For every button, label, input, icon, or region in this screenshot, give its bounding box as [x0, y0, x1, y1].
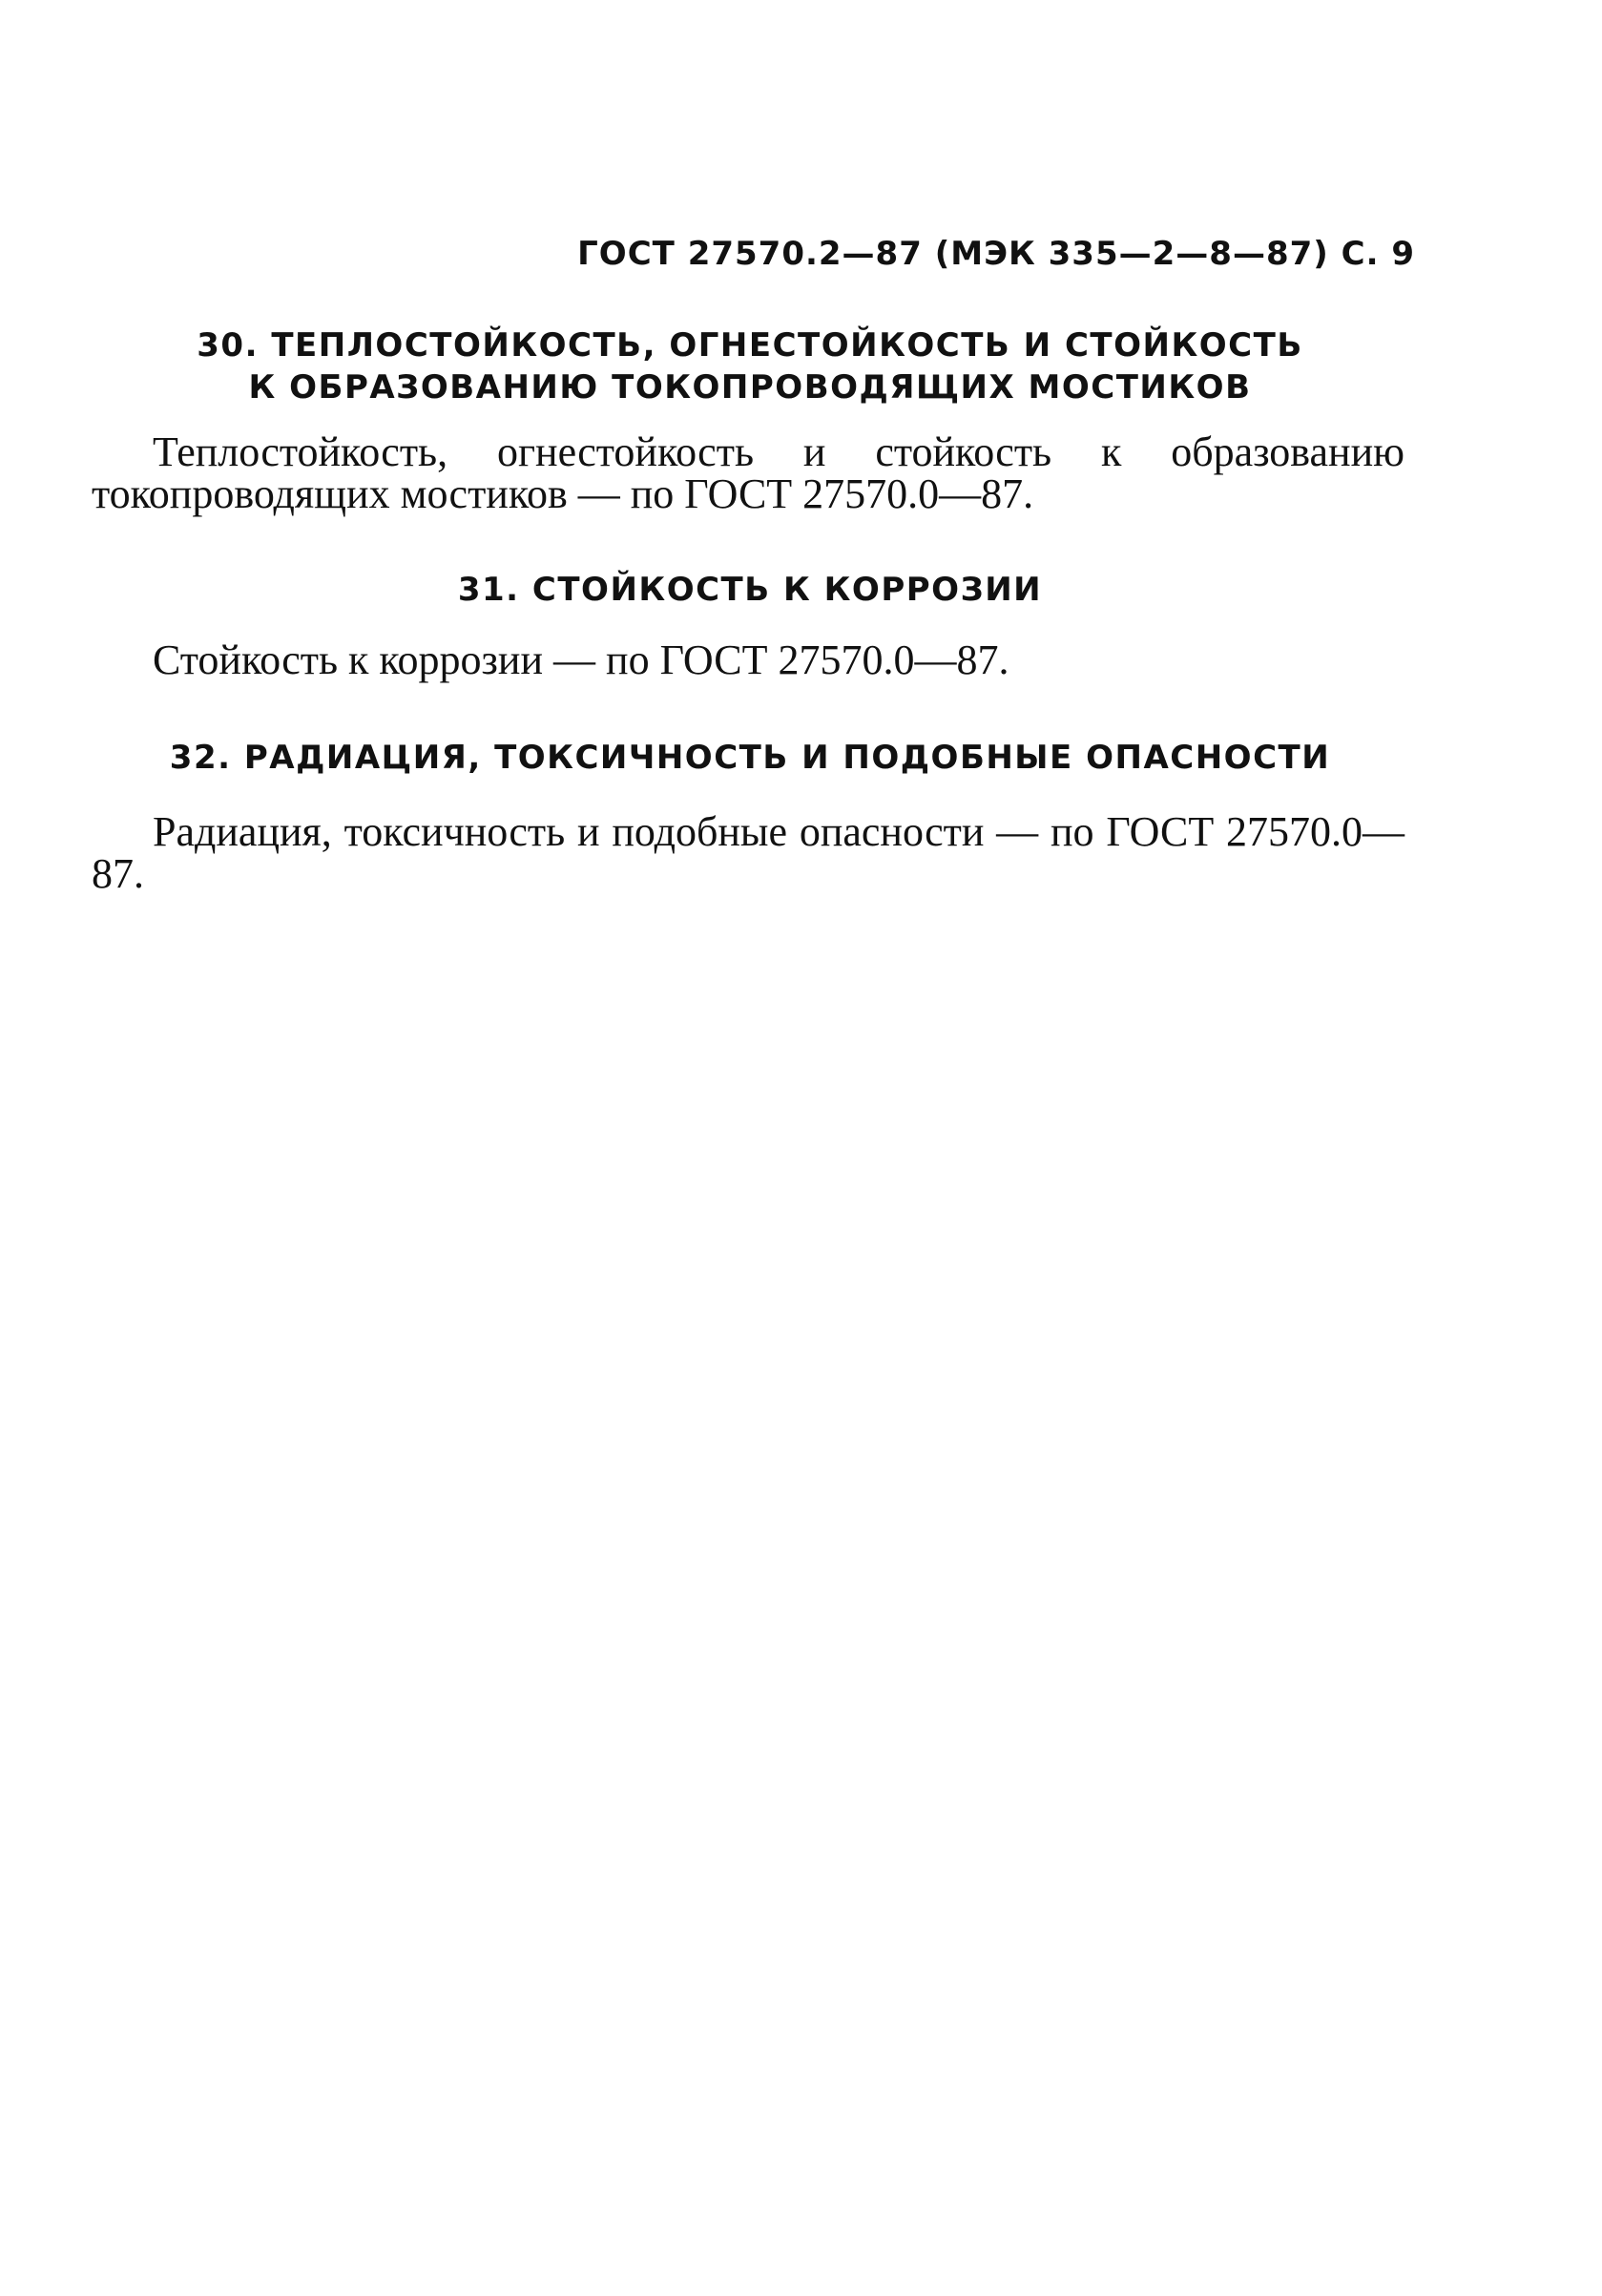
section-30-body: Теплостойкость, огнестойкость и стойкость к образованию токопроводящих мостиков — по ГОСТ 27570.0—87. — [92, 428, 1404, 517]
section-31-heading — [92, 569, 1408, 611]
section-32-heading — [92, 737, 1408, 779]
section-32-body: Радиация, токсичность и подобные опасности — по ГОСТ 27570.0—87. — [92, 808, 1404, 897]
section-31-heading-line1: 31. СТОЙКОСТЬ К КОРРОЗИИ — [457, 571, 1043, 609]
section-30-heading — [92, 324, 1408, 408]
section-30-heading-line1: 30. ТЕПЛОСТОЙКОСТЬ, ОГНЕСТОЙКОСТЬ И СТОЙКОСТЬ — [197, 326, 1303, 365]
section-30-heading-line2: К ОБРАЗОВАНИЮ ТОКОПРОВОДЯЩИХ МОСТИКОВ — [248, 368, 1252, 407]
section-32-heading-line1: 32. РАДИАЦИЯ, ТОКСИЧНОСТЬ И ПОДОБНЫЕ ОПАСНОСТИ — [169, 739, 1331, 777]
section-31-body: Стойкость к коррозии — по ГОСТ 27570.0—87. — [153, 637, 1009, 683]
page-header: ГОСТ 27570.2—87 (МЭК 335—2—8—87) С. 9 — [577, 235, 1415, 273]
